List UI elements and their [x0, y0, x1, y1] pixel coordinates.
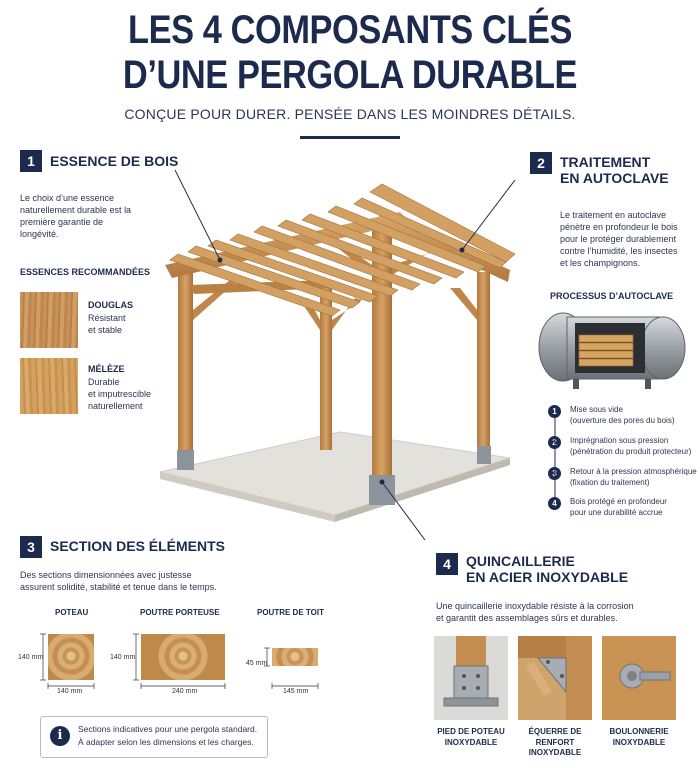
post-base-photo: [434, 636, 508, 720]
section-4-text-1: Une quincaillerie inoxydable résiste à la corrosion: [436, 601, 634, 611]
meleze-name: MÉLÈZE: [88, 364, 125, 374]
recommended-species-label: ESSENCES RECOMMANDÉES: [20, 267, 151, 277]
angle-bracket-label-1: ÉQUERRE DE: [528, 727, 582, 736]
steps-connector: [554, 418, 556, 500]
step-4-line-1: Bois protégé en profondeur: [570, 497, 667, 506]
section-note-line-2: À adapter selon les dimensions et les charges.: [78, 737, 254, 747]
section-4-title-1: QUINCAILLERIE: [466, 553, 575, 569]
bolt-label-2: INOXYDABLE: [612, 738, 666, 747]
douglas-name: DOUGLAS: [88, 300, 133, 310]
bolt-label-1: BOULONNERIE: [609, 727, 669, 736]
section-4-title-2: EN ACIER INOXYDABLE: [466, 569, 629, 585]
poutre-porteuse-label: POUTRE PORTEUSE: [140, 608, 220, 617]
dimension-lines: [0, 628, 330, 698]
post-back-right: [477, 272, 490, 462]
angle-bracket-photo: [518, 636, 592, 720]
poutre-de-toit-width: 145 mm: [283, 688, 309, 695]
autoclave-process-label: PROCESSUS D’AUTOCLAVE: [550, 291, 674, 301]
autoclave-illustration: [535, 305, 690, 395]
section-3-title: SECTION DES ÉLÉMENTS: [50, 538, 226, 554]
step-3-line-1: Retour à la pression atmosphérique: [570, 467, 697, 476]
poutre-porteuse-width: 240 mm: [172, 688, 198, 695]
step-4-line-2: pour une durabilité accrue: [570, 508, 663, 517]
post-front-left: [178, 268, 193, 468]
angle-bracket-label-2: RENFORT INOXYDABLE: [528, 738, 582, 757]
leader-line-2: [462, 180, 515, 250]
section-3-text-1: Des sections dimensionnées avec justesse: [20, 570, 192, 580]
step-1-circle: 1: [548, 405, 561, 418]
section-1-badge: 1: [20, 150, 42, 172]
section-2-text: Le traitement en autoclave pénètre en profondeur le bois pour le protéger durablement contre l’humidité, les insectes et les champignons.: [560, 210, 678, 268]
section-3-badge: 3: [20, 536, 42, 558]
poutre-de-toit-label: POUTRE DE TOIT: [257, 608, 324, 617]
meleze-desc-2: et imputrescible: [88, 389, 152, 399]
step-1-line-2: (ouverture des pores du bois): [570, 416, 675, 425]
poutre-de-toit-height: 45 mm: [246, 660, 268, 667]
step-2-line-2: (pénétration du produit protecteur): [570, 447, 692, 456]
step-3-line-2: (fixation du traitement): [570, 478, 650, 487]
poutre-porteuse-height: 140 mm: [110, 654, 136, 661]
info-icon: i: [50, 726, 70, 746]
subtitle: CONÇUE POUR DURER. PENSÉE DANS LES MOINDRES DÉTAILS.: [124, 106, 576, 122]
section-2-title-1: TRAITEMENT: [560, 154, 651, 170]
pergola-illustration: [150, 170, 530, 540]
post-base-label-1: PIED DE POTEAU: [437, 727, 505, 736]
poteau-height: 140 mm: [18, 654, 44, 661]
section-1-text: Le choix d’une essence naturellement durable est la première garantie de longévité.: [20, 193, 132, 239]
concrete-slab: [160, 432, 510, 515]
post-base-front-left: [177, 450, 194, 470]
poteau-label: POTEAU: [55, 608, 89, 617]
douglas-desc-2: et stable: [88, 325, 123, 335]
meleze-swatch: [20, 358, 78, 414]
title-line-1: LES 4 COMPOSANTS CLÉS: [128, 8, 572, 52]
section-2-badge: 2: [530, 152, 552, 174]
poteau-width: 140 mm: [57, 688, 83, 695]
section-2-title-2: EN AUTOCLAVE: [560, 170, 669, 186]
step-4-circle: 4: [548, 497, 561, 510]
meleze-desc-1: Durable: [88, 377, 120, 387]
section-note-line-1: Sections indicatives pour une pergola standard.: [78, 724, 258, 734]
meleze-desc-3: naturellement: [88, 401, 143, 411]
section-4-text-2: et garantit des assemblages sûrs et durables.: [436, 613, 618, 623]
section-4-badge: 4: [436, 553, 458, 575]
douglas-desc-1: Résistant: [88, 313, 126, 323]
douglas-swatch: [20, 292, 78, 348]
step-2-circle: 2: [548, 436, 561, 449]
title-underline: [300, 136, 400, 139]
step-1-line-1: Mise sous vide: [570, 405, 623, 414]
post-base-label-2: INOXYDABLE: [444, 738, 498, 747]
section-1-title: ESSENCE DE BOIS: [50, 153, 179, 169]
step-3-circle: 3: [548, 467, 561, 480]
bolt-photo: [602, 636, 676, 720]
section-3-text-2: assurent solidité, stabilité et tenue dans le temps.: [20, 582, 217, 592]
title-line-2: D’UNE PERGOLA DURABLE: [122, 53, 578, 97]
step-2-line-1: Imprégnation sous pression: [570, 436, 669, 445]
post-base-back-right: [477, 446, 491, 464]
